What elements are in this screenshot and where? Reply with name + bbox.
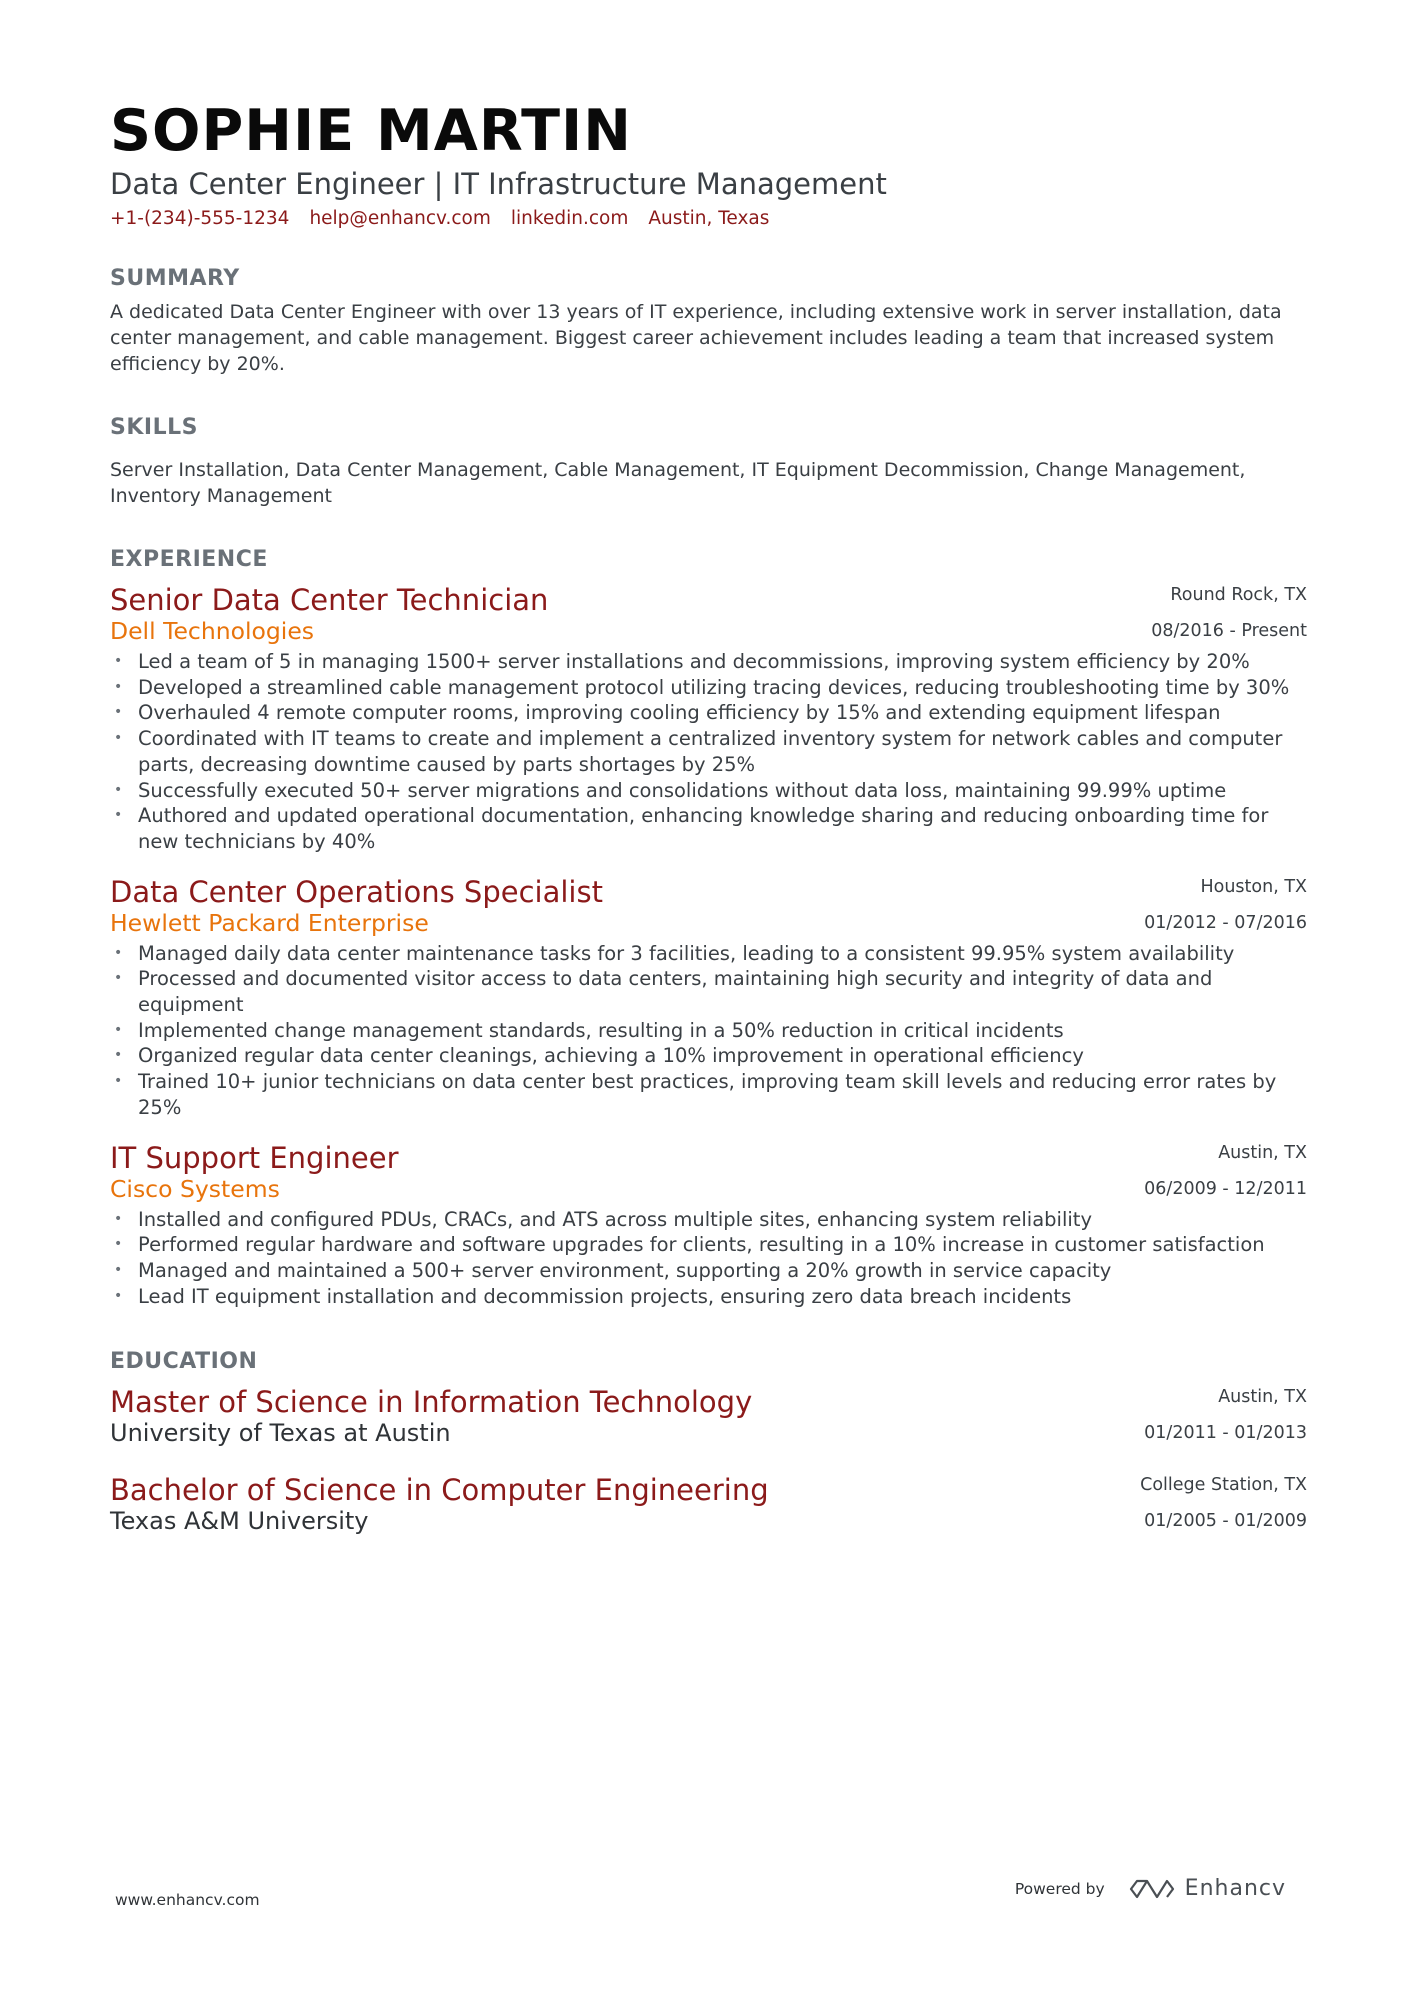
- education-entry-header: [110, 1383, 1307, 1449]
- powered-by-label: Powered by: [1014, 1879, 1105, 1898]
- school-dates: 01/2005 - 01/2009: [1144, 1511, 1307, 1532]
- achievement-list: [110, 649, 1307, 855]
- bullet-icon: •: [114, 1261, 123, 1278]
- education-section: [110, 1347, 1307, 1537]
- achievement-item: • Overhauled 4 remote computer rooms, improving cooling efficiency by 15% and extending equipment lifespan: [114, 701, 1221, 725]
- company-name: Dell Technologies: [110, 617, 315, 645]
- bullet-icon: •: [114, 1210, 123, 1227]
- skills-text: Server Installation, Data Center Management, Cable Management, IT Equipment Decommission, Change Management, Inventory Management: [110, 459, 1246, 507]
- summary-section: [110, 264, 1307, 377]
- achievement-item: • Managed and maintained a 500+ server environment, supporting a 20% growth in service capacity: [114, 1258, 1112, 1282]
- job-location: Round Rock, TX: [1170, 585, 1307, 605]
- experience-entry: [110, 873, 1307, 1121]
- achievement-item: • Authored and updated operational documentation, enhancing knowledge sharing and reducing onboarding time for new technicians by 40%: [114, 804, 1269, 853]
- job-title: Senior Data Center Technician: [110, 583, 549, 617]
- experience-entry-header: [110, 581, 1307, 647]
- contact-email[interactable]: help@enhancv.com: [309, 208, 491, 229]
- job-dates: 06/2009 - 12/2011: [1144, 1178, 1307, 1199]
- contact-bar: [110, 206, 1307, 232]
- school-name: University of Texas at Austin: [110, 1419, 451, 1448]
- achievement-item: • Led a team of 5 in managing 1500+ server installations and decommissions, improving system efficiency by 20%: [114, 650, 1250, 673]
- enhancv-brand-text: Enhancv: [1184, 1876, 1286, 1901]
- experience-entry: [110, 581, 1307, 855]
- bullet-icon: •: [114, 1047, 123, 1064]
- job-location: Austin, TX: [1218, 1142, 1307, 1163]
- school-location: Austin, TX: [1218, 1387, 1307, 1408]
- contact-location: Austin, Texas: [648, 208, 770, 229]
- bullet-icon: •: [114, 970, 123, 987]
- company-name: Hewlett Packard Enterprise: [110, 908, 429, 937]
- achievement-item: • Successfully executed 50+ server migrations and consolidations without data loss, maintaining 99.99% uptime: [114, 778, 1227, 802]
- contact-linkedin[interactable]: linkedin.com: [510, 208, 629, 229]
- experience-entry-header: [110, 873, 1307, 939]
- bullet-icon: •: [114, 1073, 123, 1090]
- bullet-icon: •: [114, 781, 123, 798]
- bullet-icon: •: [114, 730, 123, 747]
- bullet-icon: •: [114, 704, 123, 721]
- contact-phone[interactable]: +1-(234)-555-1234: [110, 208, 290, 229]
- achievement-item: • Installed and configured PDUs, CRACs, and ATS across multiple sites, enhancing system reliability: [114, 1207, 1092, 1231]
- school-dates: 01/2011 - 01/2013: [1144, 1423, 1307, 1444]
- experience-section: [110, 545, 1307, 1309]
- degree-title: Bachelor of Science in Computer Engineering: [110, 1473, 769, 1508]
- bullet-icon: •: [114, 1287, 123, 1304]
- job-location: Houston, TX: [1200, 876, 1307, 897]
- education-entry: [110, 1471, 1307, 1537]
- bullet-icon: •: [114, 944, 123, 961]
- achievement-list: [110, 941, 1307, 1121]
- school-location: College Station, TX: [1140, 1475, 1307, 1496]
- headline: Data Center Engineer | IT Infrastructure Management: [110, 167, 887, 201]
- experience-entry: [110, 1139, 1307, 1310]
- enhancv-logo-icon: [1129, 1877, 1175, 1901]
- experience-title: EXPERIENCE: [110, 547, 268, 572]
- education-entry: [110, 1383, 1307, 1449]
- job-title: Data Center Operations Specialist: [110, 874, 603, 909]
- job-title: IT Support Engineer: [110, 1140, 399, 1175]
- school-name: Texas A&M University: [110, 1507, 369, 1536]
- skills-title: SKILLS: [110, 415, 198, 440]
- achievement-item: • Organized regular data center cleanings, achieving a 10% improvement in operational efficiency: [114, 1044, 1084, 1068]
- education-title: EDUCATION: [110, 1349, 258, 1375]
- job-dates: 08/2016 - Present: [1151, 621, 1307, 641]
- education-entry-header: [110, 1471, 1307, 1537]
- achievement-item: • Managed daily data center maintenance tasks for 3 facilities, leading to a consistent 99.95% system availability: [114, 941, 1235, 965]
- candidate-name: SOPHIE MARTIN: [110, 98, 632, 164]
- bullet-icon: •: [114, 653, 123, 669]
- achievement-item: • Processed and documented visitor access to data centers, maintaining high security and integrity of data and equipment: [114, 967, 1213, 1017]
- bullet-icon: •: [114, 807, 123, 824]
- footer-branding: [1015, 1876, 1286, 1901]
- resume-page: [110, 98, 1307, 1537]
- achievement-list: [110, 1207, 1307, 1310]
- achievement-item: • Lead IT equipment installation and decommission projects, ensuring zero data breach incidents: [114, 1284, 1072, 1308]
- footer-website[interactable]: www.enhancv.com: [115, 1891, 260, 1909]
- achievement-item: • Trained 10+ junior technicians on data center best practices, improving team skill levels and reducing error rates by 25%: [114, 1070, 1277, 1119]
- achievement-item: • Implemented change management standards, resulting in a 50% reduction in critical incidents: [114, 1018, 1064, 1042]
- degree-title: Master of Science in Information Technology: [110, 1385, 753, 1420]
- summary-title: SUMMARY: [110, 266, 240, 291]
- bullet-icon: •: [114, 1236, 123, 1253]
- bullet-icon: •: [114, 1021, 123, 1038]
- achievement-item: • Performed regular hardware and software upgrades for clients, resulting in a 10% increase in customer satisfaction: [114, 1233, 1265, 1257]
- enhancv-brand[interactable]: [1129, 1876, 1286, 1901]
- achievement-item: • Coordinated with IT teams to create and implement a centralized inventory system for network cables and computer parts, decreasing downtime caused by parts shortages by 25%: [114, 727, 1283, 776]
- summary-text: A dedicated Data Center Engineer with over 13 years of IT experience, including extensive work in server installation, data center management, and cable management. Biggest career achievement includes leading a team that increased system efficiency by 20%.: [110, 301, 1282, 375]
- bullet-icon: •: [114, 678, 123, 695]
- job-dates: 01/2012 - 07/2016: [1144, 912, 1307, 933]
- skills-section: [110, 413, 1307, 509]
- achievement-item: • Developed a streamlined cable management protocol utilizing tracing devices, reducing troubleshooting time by 30%: [114, 675, 1290, 699]
- company-name: Cisco Systems: [110, 1174, 280, 1203]
- experience-entry-header: [110, 1139, 1307, 1205]
